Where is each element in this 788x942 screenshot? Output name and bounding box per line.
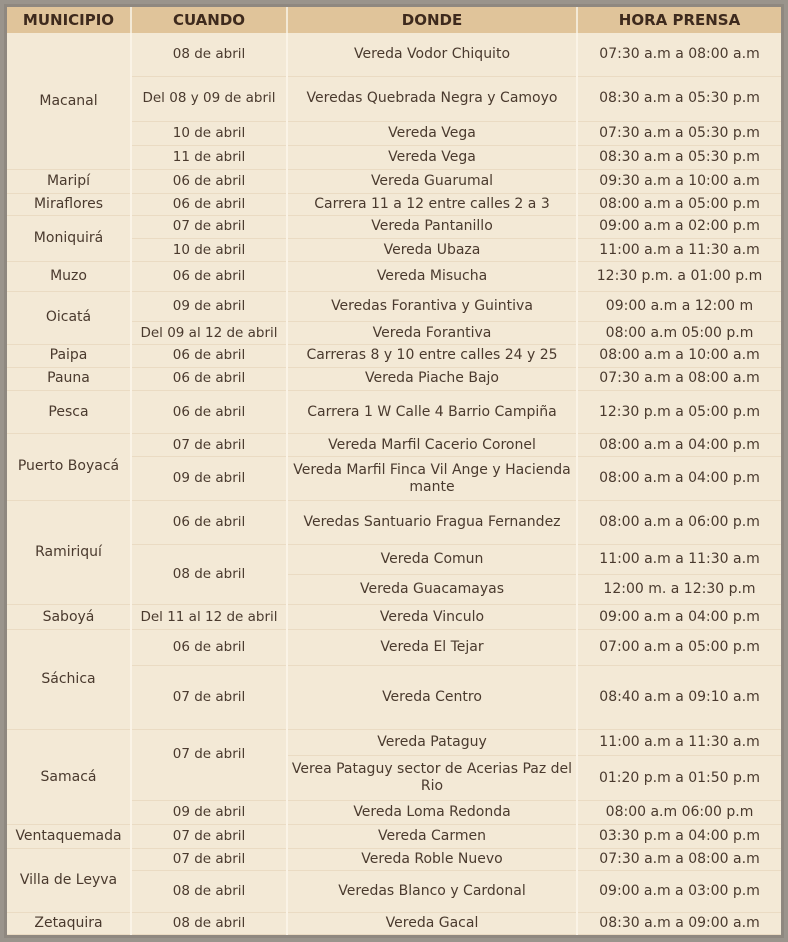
cuando-cell: 06 de abril [131,390,287,433]
municipio-cell: Paipa [7,344,131,367]
cuando-cell: Del 08 y 09 de abril [131,76,287,121]
hora-cell: 08:30 a.m a 09:00 a.m [577,912,781,934]
header-row [7,7,781,33]
cuando-cell: Del 11 al 12 de abril [131,605,287,629]
municipio-cell: Samacá [7,730,131,825]
donde-cell: Vereda Pataguy [287,730,577,756]
hora-cell: 08:00 a.m a 10:00 a.m [577,344,781,367]
municipio-cell: Sáchica [7,629,131,730]
municipio-cell: Miraflores [7,193,131,215]
donde-cell: Vereda Misucha [287,262,577,292]
hora-cell: 09:00 a.m a 02:00 p.m [577,215,781,238]
hora-cell: 08:30 a.m a 05:30 p.m [577,146,781,170]
donde-cell: Veredas Quebrada Negra y Camoyo [287,76,577,121]
municipio-cell: Muzo [7,262,131,292]
donde-cell: Vereda Gacal [287,912,577,934]
municipio-cell: Ramiriquí [7,500,131,605]
hora-cell: 08:00 a.m a 04:00 p.m [577,434,781,457]
donde-cell: Vereda Loma Redonda [287,800,577,824]
cuando-cell: 07 de abril [131,849,287,871]
hora-cell: 08:00 a.m a 05:00 p.m [577,193,781,215]
hora-cell: 11:00 a.m a 11:30 a.m [577,730,781,756]
table-row [7,215,781,238]
donde-cell: Vereda Vinculo [287,605,577,629]
donde-cell: Vereda Centro [287,665,577,729]
table-row [7,33,781,76]
hora-cell: 09:00 a.m a 04:00 p.m [577,605,781,629]
schedule-table [7,7,781,935]
cuando-cell: 10 de abril [131,122,287,146]
cuando-cell: 09 de abril [131,292,287,322]
municipio-cell: Oicatá [7,292,131,344]
cuando-cell: 07 de abril [131,434,287,457]
hora-cell: 07:00 a.m a 05:00 p.m [577,629,781,665]
table-row [7,434,781,457]
hora-cell: 08:00 a.m 06:00 p.m [577,800,781,824]
cuando-cell: 06 de abril [131,170,287,193]
table-row [7,912,781,934]
donde-cell: Vereda Piache Bajo [287,367,577,390]
municipio-cell: Pauna [7,367,131,390]
municipio-cell: Macanal [7,33,131,170]
hora-cell: 07:30 a.m a 05:30 p.m [577,122,781,146]
donde-cell: Veredas Santuario Fragua Fernandez [287,500,577,544]
municipio-cell: Moniquirá [7,215,131,261]
donde-cell: Carrera 1 W Calle 4 Barrio Campiña [287,390,577,433]
donde-cell: Veredas Forantiva y Guintiva [287,292,577,322]
donde-cell: Vereda Comun [287,545,577,575]
donde-cell: Vereda Marfil Cacerio Coronel [287,434,577,457]
schedule-frame [4,4,784,938]
donde-cell: Vereda Vega [287,122,577,146]
cuando-cell: 08 de abril [131,33,287,76]
municipio-cell: Puerto Boyacá [7,434,131,500]
cuando-cell: 07 de abril [131,824,287,848]
header-hora: HORA PRENSA [577,7,781,33]
cuando-cell: 08 de abril [131,545,287,605]
donde-cell: Carrera 11 a 12 entre calles 2 a 3 [287,193,577,215]
municipio-cell: Zetaquira [7,912,131,934]
donde-cell: Vereda Forantiva [287,322,577,344]
cuando-cell: Del 09 al 12 de abril [131,322,287,344]
donde-cell: Vereda Ubaza [287,238,577,261]
hora-cell: 08:00 a.m 05:00 p.m [577,322,781,344]
municipio-cell: Villa de Leyva [7,849,131,912]
hora-cell: 07:30 a.m a 08:00 a.m [577,367,781,390]
table-row [7,500,781,544]
donde-cell: Vereda Guacamayas [287,575,577,605]
cuando-cell: 10 de abril [131,238,287,261]
table-row [7,629,781,665]
hora-cell: 08:00 a.m a 04:00 p.m [577,457,781,500]
municipio-cell: Pesca [7,390,131,433]
cuando-cell: 07 de abril [131,665,287,729]
table-row [7,292,781,322]
municipio-cell: Maripí [7,170,131,193]
donde-cell: Vereda Guarumal [287,170,577,193]
table-row [7,344,781,367]
header-municipio: MUNICIPIO [7,7,131,33]
hora-cell: 11:00 a.m a 11:30 a.m [577,545,781,575]
hora-cell: 11:00 a.m a 11:30 a.m [577,238,781,261]
hora-cell: 07:30 a.m a 08:00 a.m [577,849,781,871]
cuando-cell: 06 de abril [131,367,287,390]
donde-cell: Verea Pataguy sector de Acerias Paz del Rio [287,756,577,800]
hora-cell: 01:20 p.m a 01:50 p.m [577,756,781,800]
cuando-cell: 08 de abril [131,912,287,934]
cuando-cell: 11 de abril [131,146,287,170]
hora-cell: 09:00 a.m a 03:00 p.m [577,871,781,912]
cuando-cell: 07 de abril [131,730,287,801]
cuando-cell: 09 de abril [131,800,287,824]
header-cuando: CUANDO [131,7,287,33]
cuando-cell: 06 de abril [131,500,287,544]
hora-cell: 09:00 a.m a 12:00 m [577,292,781,322]
cuando-cell: 07 de abril [131,215,287,238]
cuando-cell: 08 de abril [131,871,287,912]
table-row [7,605,781,629]
cuando-cell: 06 de abril [131,193,287,215]
header-donde: DONDE [287,7,577,33]
hora-cell: 08:40 a.m a 09:10 a.m [577,665,781,729]
donde-cell: Vereda Carmen [287,824,577,848]
hora-cell: 08:00 a.m a 06:00 p.m [577,500,781,544]
table-row [7,367,781,390]
table-row [7,824,781,848]
hora-cell: 12:00 m. a 12:30 p.m [577,575,781,605]
hora-cell: 08:30 a.m a 05:30 p.m [577,76,781,121]
municipio-cell: Saboyá [7,605,131,629]
donde-cell: Carreras 8 y 10 entre calles 24 y 25 [287,344,577,367]
hora-cell: 09:30 a.m a 10:00 a.m [577,170,781,193]
table-row [7,193,781,215]
cuando-cell: 06 de abril [131,262,287,292]
table-row [7,390,781,433]
hora-cell: 03:30 p.m a 04:00 p.m [577,824,781,848]
cuando-cell: 06 de abril [131,344,287,367]
table-row [7,849,781,871]
donde-cell: Vereda Roble Nuevo [287,849,577,871]
donde-cell: Vereda El Tejar [287,629,577,665]
donde-cell: Vereda Marfil Finca Vil Ange y Hacienda mante [287,457,577,500]
cuando-cell: 09 de abril [131,457,287,500]
hora-cell: 07:30 a.m a 08:00 a.m [577,33,781,76]
municipio-cell: Ventaquemada [7,824,131,848]
table-row [7,262,781,292]
cuando-cell: 06 de abril [131,629,287,665]
donde-cell: Vereda Vega [287,146,577,170]
donde-cell: Vereda Pantanillo [287,215,577,238]
table-row [7,170,781,193]
donde-cell: Vereda Vodor Chiquito [287,33,577,76]
table-row [7,730,781,756]
hora-cell: 12:30 p.m. a 01:00 p.m [577,262,781,292]
donde-cell: Veredas Blanco y Cardonal [287,871,577,912]
hora-cell: 12:30 p.m a 05:00 p.m [577,390,781,433]
